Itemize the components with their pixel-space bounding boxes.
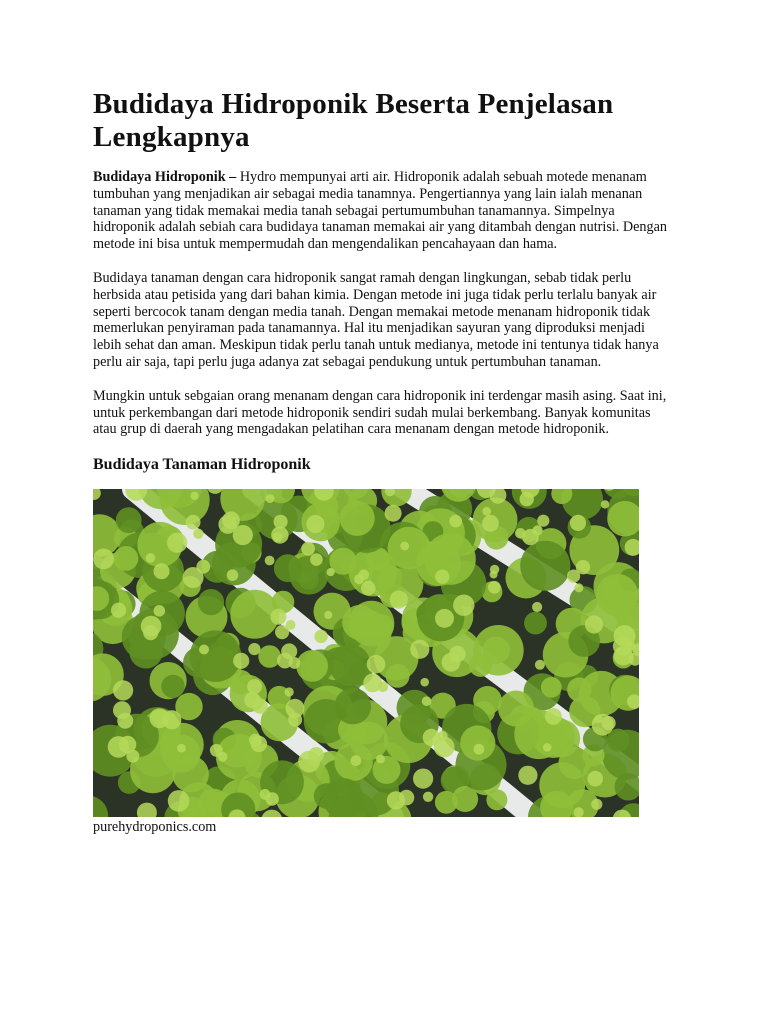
lettuce-leaf (520, 541, 570, 591)
lettuce-leaf (388, 527, 431, 570)
lettuce-highlight (601, 500, 609, 508)
lettuce-highlight (270, 609, 286, 625)
lettuce-highlight (574, 583, 583, 592)
lettuce-highlight (351, 755, 362, 766)
lettuce-leaf (190, 631, 242, 683)
lettuce-highlight (301, 542, 315, 556)
lettuce-leaf (435, 791, 458, 814)
lettuce-highlight (520, 492, 534, 506)
lettuce-highlight (537, 515, 549, 527)
lettuce-highlight (422, 697, 432, 707)
lettuce-highlight (227, 570, 239, 582)
lettuce-highlight (150, 708, 170, 728)
lettuce-leaf (342, 605, 377, 640)
lettuce-highlight (591, 799, 602, 810)
lettuce-highlight (327, 568, 335, 576)
lettuce-highlight (314, 630, 327, 643)
hydroponic-photo (93, 489, 639, 817)
lettuce-highlight (387, 791, 405, 809)
lettuce-highlight (111, 603, 126, 618)
lettuce-highlight (587, 771, 603, 787)
lettuce-highlight (286, 620, 296, 630)
lettuce-highlight (522, 529, 538, 545)
lettuce-highlight (482, 507, 491, 516)
lettuce-highlight (442, 653, 461, 672)
lettuce-highlight (474, 744, 485, 755)
paragraph-intro (93, 169, 673, 253)
lettuce-leaf (596, 574, 638, 616)
lettuce-highlight (183, 567, 204, 588)
lettuce-leaf (541, 677, 562, 698)
lettuce-leaf (335, 688, 372, 725)
lettuce-highlight (233, 653, 249, 669)
lettuce-highlight (435, 570, 449, 584)
lettuce-highlight (413, 769, 433, 789)
lettuce-leaf (460, 726, 495, 761)
lettuce-highlight (482, 515, 499, 532)
lettuce-highlight (285, 688, 294, 697)
lettuce-highlight (186, 515, 201, 530)
lettuce-highlight (423, 729, 440, 746)
lettuce-highlight (218, 515, 237, 534)
lettuce-leaf (198, 589, 224, 615)
lettuce-highlight (423, 792, 433, 802)
lettuce-leaf (567, 678, 591, 702)
lettuce-highlight (570, 515, 586, 531)
lettuce-highlight (532, 602, 542, 612)
lettuce-pipes-illustration (93, 489, 639, 817)
lettuce-highlight (567, 570, 580, 583)
lettuce-leaf (498, 691, 534, 727)
lettuce-highlight (273, 532, 283, 542)
lettuce-highlight (378, 682, 389, 693)
lettuce-highlight (367, 655, 386, 674)
lettuce-highlight (177, 744, 186, 753)
lettuce-leaf (486, 789, 507, 810)
lettuce-highlight (585, 616, 603, 634)
section-heading: Budidaya Tanaman Hidroponik (93, 456, 311, 474)
lettuce-highlight (266, 792, 279, 805)
lettuce-highlight (545, 708, 562, 725)
lettuce-highlight (266, 494, 275, 503)
paragraph-lead: Budidaya Hidroponik – (93, 169, 237, 185)
lettuce-leaf (161, 675, 184, 698)
lettuce-highlight (449, 515, 462, 528)
image-caption: purehydroponics.com (93, 819, 217, 836)
lettuce-highlight (143, 625, 158, 640)
lettuce-leaf (296, 650, 328, 682)
lettuce-highlight (199, 645, 209, 655)
paragraph-community: Mungkin untuk sebgaian orang menanam dengan cara hidroponik ini terdengar masih asing. Saat ini, untuk perkembangan dari metode hidroponik sendiri sudah mulai berkembang. Banyak komunitas atau grup di daerah yang mengadakan pelatihan cara menanam dengan metode hidroponik. (93, 387, 667, 438)
lettuce-leaf (258, 645, 281, 668)
lettuce-highlight (117, 713, 133, 729)
lettuce-highlight (420, 678, 429, 687)
lettuce-leaf (424, 533, 476, 585)
lettuce-highlight (410, 640, 429, 659)
lettuce-leaf (340, 501, 375, 536)
lettuce-leaf (289, 556, 328, 595)
lettuce-highlight (93, 549, 114, 570)
lettuce-leaf (114, 546, 139, 571)
lettuce-highlight (167, 533, 187, 553)
lettuce-highlight (435, 609, 454, 628)
lettuce-highlight (324, 611, 332, 619)
lettuce-highlight (248, 643, 260, 655)
document-title: Budidaya Hidroponik Beserta Penjelasan Lengkapnya (93, 88, 614, 153)
lettuce-highlight (286, 699, 305, 718)
lettuce-leaf (116, 507, 142, 533)
lettuce-leaf (473, 625, 524, 676)
lettuce-highlight (210, 744, 223, 757)
document-page (93, 88, 673, 836)
lettuce-leaf (539, 762, 585, 808)
lettuce-highlight (518, 766, 537, 785)
lettuce-highlight (281, 644, 297, 660)
lettuce-highlight (253, 699, 268, 714)
lettuce-highlight (108, 736, 130, 758)
lettuce-highlight (488, 581, 501, 594)
lettuce-highlight (361, 581, 376, 596)
lettuce-highlight (193, 529, 203, 539)
lettuce-highlight (592, 714, 614, 736)
lettuce-highlight (385, 505, 402, 522)
lettuce-highlight (249, 734, 262, 747)
lettuce-highlight (376, 755, 385, 764)
lettuce-leaf (524, 612, 547, 635)
lettuce-highlight (535, 660, 545, 670)
lettuce-highlight (168, 790, 190, 812)
lettuce-highlight (543, 743, 552, 752)
paragraph-environment: Budidaya tanaman dengan cara hidroponik sangat ramah dengan lingkungan, sebab tidak perlu herbsida atau petisida yang dari bahan kimia. Dengan metode ini juga tidak perlu terlalu banyak air seperti bercocok tanam dengan media tanah. Dengan memakai metode menanam hidroponik tidak memerlukan penyiraman pada tanamannya. Hal itu menjadikan sayuran yang diproduksi menjadi lebih sehat dan aman. Meskipun tidak perlu tanah untuk medianya, metode ini tentunya tidak hanya perlu air saja, tapi perlu juga adanya zat sebagai pendukung untuk pertumbuhan tanaman. (93, 269, 659, 370)
lettuce-highlight (113, 680, 133, 700)
lettuce-highlight (154, 563, 170, 579)
lettuce-highlight (626, 641, 635, 650)
lettuce-highlight (154, 605, 166, 617)
lettuce-highlight (400, 542, 409, 551)
lettuce-highlight (190, 492, 198, 500)
paragraph-intro-text: Hydro mempunyai arti air. Hidroponik adalah sebuah motede menanam tumbuhan yang menjadikan air sebagai media tanamnya. Pengertiannya yang lain ialah menanan tanaman yang tidak memakai media tanah sebagai pertumumbuhan tanamannya. Simpelnya hidroponik adalah sebiah cara budidaya tanaman memakai air yang ditambah dengan nutrisi. Dengan metode ini bisa untuk mempermudah dan mengendalikan pencahayaan dan hama. (93, 169, 667, 253)
lettuce-highlight (306, 515, 324, 533)
lettuce-highlight (146, 553, 156, 563)
lettuce-highlight (390, 591, 408, 609)
lettuce-highlight (298, 751, 320, 773)
lettuce-highlight (265, 556, 275, 566)
lettuce-highlight (453, 595, 474, 616)
lettuce-highlight (354, 574, 364, 584)
lettuce-highlight (310, 553, 323, 566)
lettuce-highlight (247, 679, 262, 694)
lettuce-highlight (490, 571, 498, 579)
